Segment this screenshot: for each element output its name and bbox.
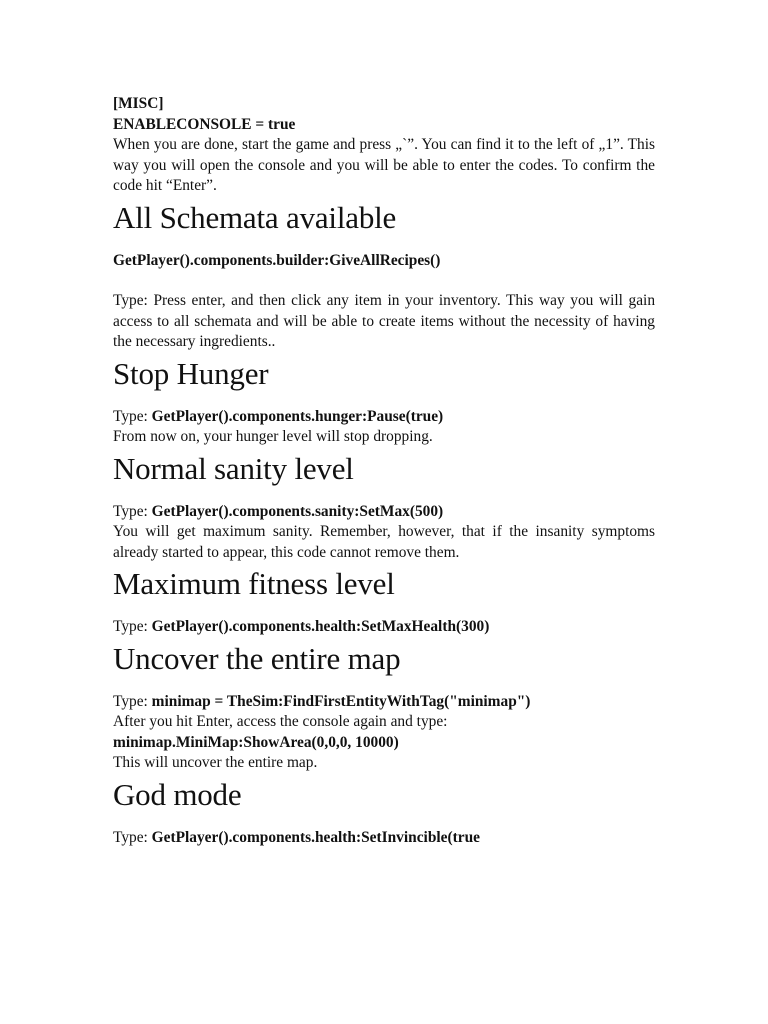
section-title-sanity: Normal sanity level bbox=[113, 450, 354, 486]
god-code-line: Type: GetPlayer().components.health:SetInvincible(true bbox=[113, 828, 480, 846]
section-title-god-mode: God mode bbox=[113, 776, 242, 812]
misc-header: [MISC] bbox=[113, 95, 164, 112]
section-title-hunger: Stop Hunger bbox=[113, 355, 269, 391]
enable-console-line bbox=[113, 115, 655, 136]
section-title-fitness: Maximum fitness level bbox=[113, 566, 395, 601]
fitness-code-line: Type: GetPlayer().components.health:SetMaxHealth(300) bbox=[113, 618, 490, 635]
sanity-code-line: Type: GetPlayer().components.sanity:SetMax(500) bbox=[113, 502, 444, 520]
document-page bbox=[113, 94, 655, 848]
fitness-code: GetPlayer().components.health:SetMaxHealth(300) bbox=[151, 618, 490, 635]
map-code-2: minimap.MiniMap:ShowArea(0,0,0, 10000) bbox=[113, 733, 399, 751]
map-after-text: After you hit Enter, access the console again and type: bbox=[113, 713, 448, 730]
hunger-description: From now on, your hunger level will stop dropping. bbox=[113, 428, 433, 445]
enable-console-value: true bbox=[268, 115, 296, 133]
sanity-description: You will get maximum sanity. Remember, however, that if the insanity symptoms already started to appear, this code cannot remove them. bbox=[113, 523, 655, 561]
section-title-schemata: All Schemata available bbox=[113, 199, 397, 235]
map-code: minimap = TheSim:FindFirstEntityWithTag("minimap") bbox=[151, 692, 531, 710]
map-code-line: Type: minimap = TheSim:FindFirstEntityWithTag("minimap") bbox=[113, 692, 531, 710]
map-description: This will uncover the entire map. bbox=[113, 754, 318, 771]
enable-console-code: ENABLECONSOLE = bbox=[113, 115, 269, 133]
console-instructions: When you are done, start the game and press „`”. You can find it to the left of „1”. This way you will open the console and you will be able to enter the codes. To confirm the code hit “Enter”. bbox=[113, 136, 655, 194]
schemata-description: Type: Press enter, and then click any item in your inventory. This way you will gain access to all schemata and will be able to create items without the necessity of having the necessary ingredients.. bbox=[113, 292, 656, 350]
schemata-code: GetPlayer().components.builder:GiveAllRecipes() bbox=[113, 251, 441, 269]
sanity-code: GetPlayer().components.sanity:SetMax(500) bbox=[151, 502, 444, 520]
section-title-map: Uncover the entire map bbox=[113, 640, 401, 676]
hunger-code: GetPlayer().components.hunger:Pause(true) bbox=[151, 407, 444, 425]
god-code: GetPlayer().components.health:SetInvincible(true bbox=[151, 828, 480, 846]
hunger-code-line: Type: GetPlayer().components.hunger:Pause(true) bbox=[113, 407, 444, 425]
